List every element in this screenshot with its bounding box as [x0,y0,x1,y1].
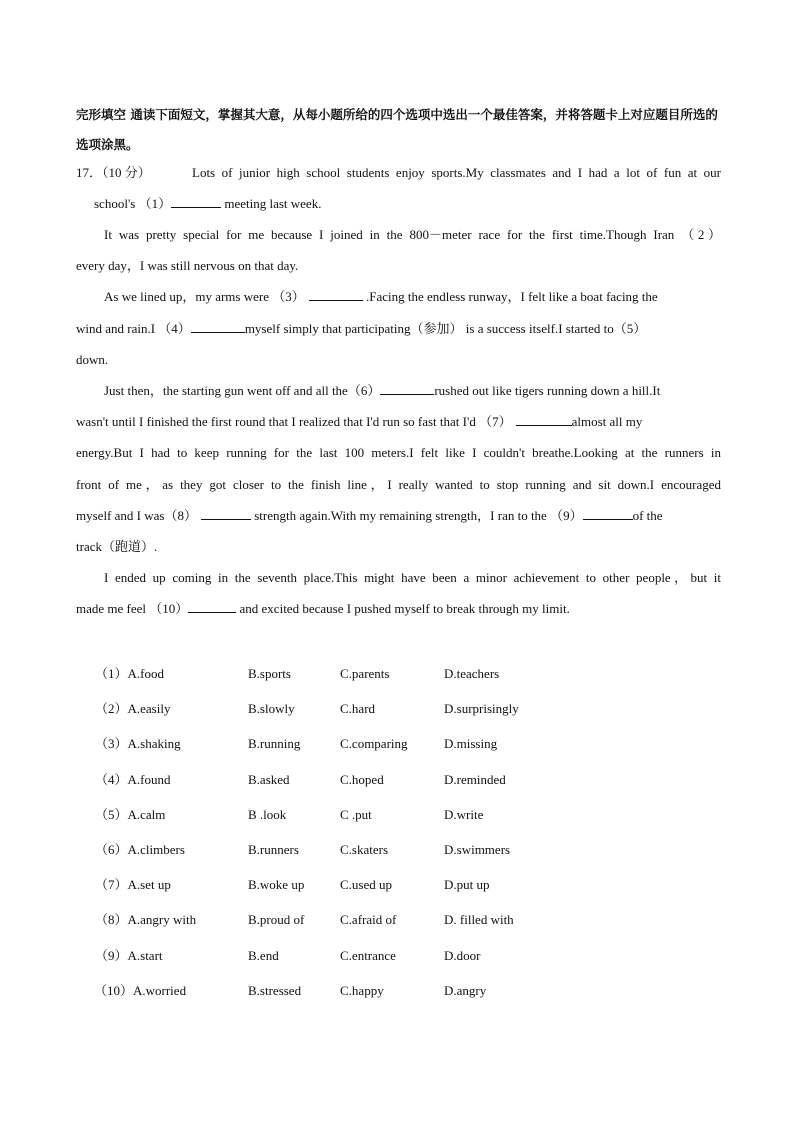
option-b[interactable]: B.end [248,947,279,963]
option-c[interactable]: C.parents [340,666,390,681]
passage-text: As we lined up，my arms were （3） [104,289,305,304]
option-c[interactable]: C.hard [340,701,376,717]
option-row [95,910,615,945]
blank-3[interactable] [309,287,363,301]
blank-8[interactable] [201,506,251,520]
option-d[interactable]: D.swimmers [444,841,511,857]
blank-4[interactable] [191,319,245,333]
option-a[interactable]: （10）A.worried [94,982,187,998]
passage-text: Just then，the starting gun went off and all the（6） [104,383,381,398]
passage-line: It was pretty special for me because I joined in the 800－meter race for the first time.Though Iran （2） [104,227,721,242]
option-d[interactable]: D. filled with [444,912,514,928]
option-row [95,770,615,805]
option-c[interactable]: C.used up [340,877,392,893]
option-a[interactable]: （7）A.set up [95,877,171,893]
option-b[interactable]: B.slowly [248,701,295,717]
question-score: （10 分） [102,165,151,180]
option-b[interactable]: B .look [248,806,287,822]
passage-text: meeting last week. [221,196,322,211]
passage-text: strength again.With my remaining strength，I ran to the （9） [250,508,583,523]
passage-line: track（跑道）. [76,539,158,554]
blank-1[interactable] [171,194,221,208]
passage-line [76,319,721,339]
question-number: 17． [76,165,103,180]
blank-6[interactable] [380,381,434,395]
option-c[interactable]: C.comparing [340,736,408,752]
option-b[interactable]: B.asked [248,771,290,787]
blank-10[interactable] [188,599,236,613]
passage-line [104,381,721,401]
option-c[interactable]: C.hoped [340,771,384,787]
option-b[interactable]: B.proud of [248,912,305,928]
option-row [95,664,615,699]
passage-line: down. [76,352,109,367]
option-a[interactable]: （5）A.calm [95,806,166,822]
option-c[interactable]: C.afraid of [340,912,397,928]
passage-text: wind and rain.I （4） [76,321,191,336]
option-row [95,699,615,734]
passage-line [76,506,721,526]
passage-line [76,599,721,619]
option-d[interactable]: D.missing [444,736,498,752]
passage-text: rushed out like tigers running down a hill.It [434,383,661,398]
option-row [95,840,615,875]
option-row [95,946,615,981]
option-row [95,805,615,840]
option-b[interactable]: B.woke up [248,877,305,893]
option-c[interactable]: C.skaters [340,841,389,857]
passage-text: and excited because I pushed myself to break through my limit. [236,601,570,616]
question-line-1 [76,163,721,183]
passage-line: every day，I was still nervous on that day. [76,258,299,273]
instruction-text: 完形填空 通读下面短文，掌握其大意，从每小题所给的四个选项中选出一个最佳答案，并将答题卡上对应题目所选的选项涂黑。 [76,107,718,152]
passage-line: I ended up coming in the seventh place.This might have been a minor achievement to other people，but it [104,570,721,585]
passage-text: wasn't until I finished the first round that I realized that I'd run so fast that I'd （7） [76,414,512,429]
blank-7[interactable] [516,412,572,426]
option-d[interactable]: D.door [444,947,481,963]
option-d[interactable]: D.write [444,806,484,822]
option-d[interactable]: D.put up [444,877,490,893]
passage-line: energy.But I had to keep running for the last 100 meters.I felt like I couldn't breathe.Looking at the runners in [76,445,721,460]
option-a[interactable]: （1）A.food [95,666,164,681]
passage-text: Lots of junior high school students enjoy sports.My classmates and I had a lot of fun at our [192,165,721,180]
option-row [95,981,615,1016]
passage-text: myself simply that participating（参加） is a success itself.I started to（5） [244,321,647,336]
option-c[interactable]: C .put [340,806,372,822]
option-d[interactable]: D.surprisingly [444,701,519,717]
option-a[interactable]: （4）A.found [95,771,171,787]
option-c[interactable]: C.happy [340,982,384,998]
option-d[interactable]: D.reminded [444,771,506,787]
passage-line [76,412,721,432]
option-b[interactable]: B.sports [248,666,291,681]
option-b[interactable]: B.stressed [248,982,302,998]
option-a[interactable]: （2）A.easily [95,701,171,717]
passage-text: of the [632,508,663,523]
passage-line [104,287,721,307]
passage-text: school's （1） [94,196,172,211]
option-c[interactable]: C.entrance [340,947,396,963]
option-b[interactable]: B.running [248,736,301,752]
option-d[interactable]: D.angry [444,982,487,998]
option-row [95,734,615,769]
passage-line [94,194,739,214]
passage-text: myself and I was（8） [76,508,197,523]
option-d[interactable]: D.teachers [444,666,500,681]
option-row [95,875,615,910]
option-a[interactable]: （3）A.shaking [95,736,181,752]
passage-text: made me feel （10） [76,601,189,616]
passage-line: front of me，as they got closer to the finish line，I really wanted to stop running and sit down.I encouraged [76,477,721,492]
option-a[interactable]: （6）A.climbers [95,841,185,857]
options-table [95,664,615,1016]
passage-text: .Facing the endless runway，I felt like a boat facing the [362,289,658,304]
option-a[interactable]: （8）A.angry with [95,912,197,928]
passage-text: almost all my [571,414,643,429]
blank-9[interactable] [583,506,633,520]
option-b[interactable]: B.runners [248,841,299,857]
option-a[interactable]: （9）A.start [95,947,163,963]
